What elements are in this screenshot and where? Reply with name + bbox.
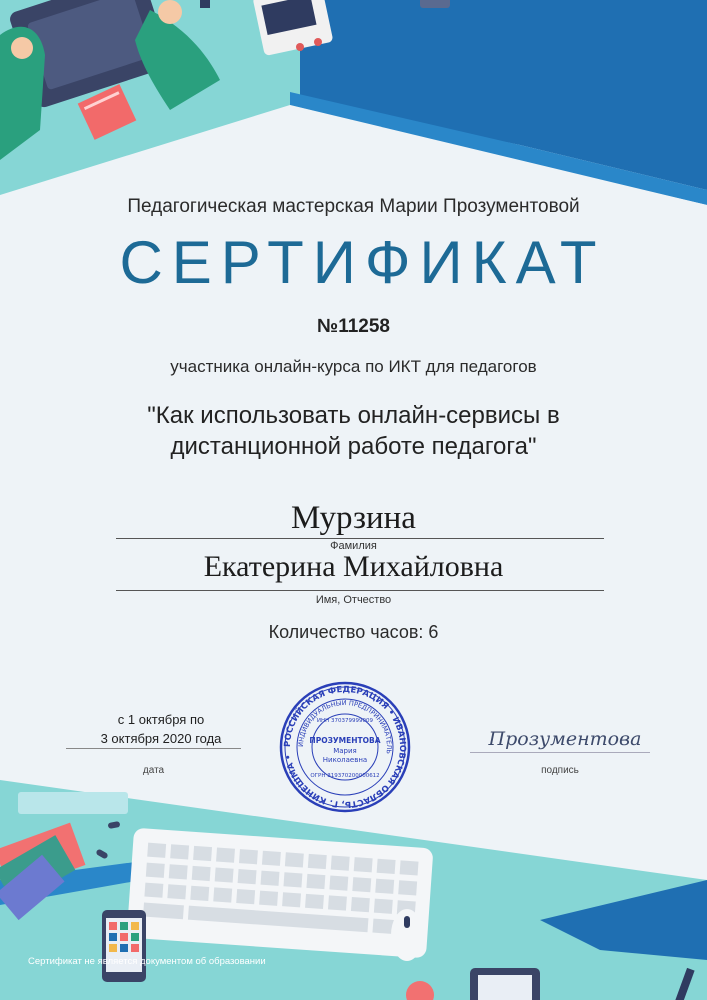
- participant-given-name: Екатерина Михайловна: [203, 550, 504, 583]
- official-stamp: [278, 680, 412, 814]
- dates-line-2: 3 октября 2020 года: [100, 731, 222, 746]
- course-name-line-1: "Как использовать онлайн-сервисы в: [147, 402, 560, 429]
- given-name-underline: [116, 590, 604, 591]
- date-caption: дата: [142, 765, 165, 776]
- stamp-inn: ИНН 370379999009: [316, 718, 374, 724]
- course-hours: Количество часов: 6: [268, 622, 439, 642]
- certificate-title: СЕРТИФИКАТ: [119, 229, 606, 296]
- course-subtitle: участника онлайн-курса по ИКТ для педагогов: [170, 357, 537, 376]
- given-name-caption: Имя, Отчество: [315, 594, 392, 606]
- stamp-ogrn: ОГРН 319370200000612: [310, 773, 380, 779]
- course-name-line-2: дистанционной работе педагога": [170, 433, 537, 460]
- signature: Прозументова: [488, 728, 642, 750]
- surname-underline: [116, 538, 604, 539]
- organization-name: Педагогическая мастерская Марии Прозументовой: [127, 196, 580, 217]
- stamp-name-1: ПРОЗУМЕНТОВА: [309, 736, 381, 745]
- surname-caption: Фамилия: [330, 540, 377, 552]
- disclaimer-text: Сертификат не является документом об образовании: [28, 956, 266, 967]
- stamp-name-3: Николаевна: [322, 756, 368, 764]
- certificate-number: №11258: [317, 316, 390, 337]
- date-underline: [66, 748, 241, 749]
- course-dates: [66, 710, 256, 748]
- signature-underline: [470, 752, 650, 753]
- dates-line-1: с 1 октября по: [117, 712, 205, 727]
- stamp-inner-text: ИНДИВИДУАЛЬНЫЙ ПРЕДПРИНИМАТЕЛЬ: [296, 698, 394, 755]
- stamp-name-2: Мария: [333, 747, 357, 755]
- participant-surname: Мурзина: [291, 500, 416, 536]
- course-name: [0, 400, 707, 462]
- stamp-outer-text: РОССИЙСКАЯ ФЕДЕРАЦИЯ • ИВАНОВСКАЯ ОБЛАСТЬ, Г. КИНЕШМА •: [282, 684, 408, 810]
- signature-caption: подпись: [541, 765, 579, 776]
